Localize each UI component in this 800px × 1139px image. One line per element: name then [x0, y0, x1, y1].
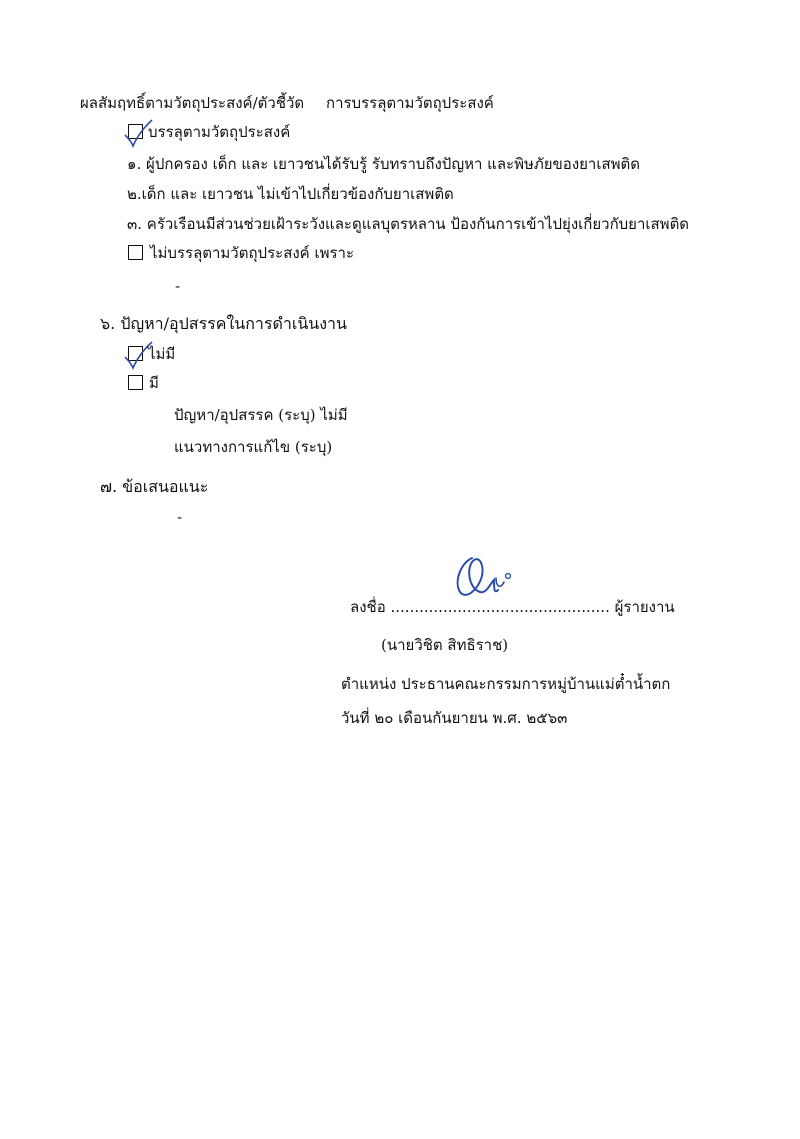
no-problems-label: ไม่มี [148, 345, 176, 363]
not-achieved-checkbox[interactable] [128, 245, 143, 260]
outcome-value: การบรรลุตามวัตถุประสงค์ [326, 94, 494, 112]
problem-detail: ปัญหา/อุปสรรค (ระบุ) ไม่มี [174, 406, 348, 424]
achieved-item-2: ๒.เด็ก และ เยาวชน ไม่เข้าไปเกี่ยวข้องกับยาเสพติด [127, 185, 454, 203]
problems-heading: ๖. ปัญหา/อุปสรรคในการดำเนินงาน [100, 314, 347, 333]
suggestions-text: - [177, 508, 183, 526]
achieved-label: บรรลุตามวัตถุประสงค์ [148, 123, 291, 141]
sign-line [350, 597, 675, 617]
sign-dots: .............................................. [390, 598, 610, 616]
sign-suffix: ผู้รายงาน [614, 598, 675, 616]
outcome-label: ผลสัมฤทธิ์ตามวัตถุประสงค์/ตัวชี้วัด [80, 94, 305, 112]
achieved-item-3: ๓. ครัวเรือนมีส่วนช่วยเฝ้าระวังและดูแลบุตรหลาน ป้องกันการเข้าไปยุ่งเกี่ยวกับยาเสพติด [127, 215, 690, 233]
no-problems-checkbox[interactable] [128, 346, 143, 361]
not-achieved-label: ไม่บรรลุตามวัตถุประสงค์ เพราะ [150, 244, 355, 262]
suggestions-heading: ๗. ข้อเสนอแนะ [100, 477, 209, 496]
achieved-checkbox[interactable] [128, 124, 143, 139]
signer-position: ตำแหน่ง ประธานคณะกรรมการหมู่บ้านแม่ต๋ำน้ำตก [341, 675, 671, 693]
sign-prefix: ลงชื่อ [350, 598, 386, 616]
achieved-item-1: ๑. ผู้ปกครอง เด็ก และ เยาวชนได้รับรู้ รับทราบถึงปัญหา และพิษภัยของยาเสพติด [127, 155, 641, 173]
has-problems-label: มี [149, 374, 159, 392]
signer-name: (นายวิชิต สิทธิราช) [381, 636, 509, 654]
solution-detail: แนวทางการแก้ไข (ระบุ) [174, 438, 333, 456]
not-achieved-reason: - [175, 277, 181, 295]
has-problems-checkbox[interactable] [128, 375, 143, 390]
signed-date: วันที่ ๒๐ เดือนกันยายน พ.ศ. ๒๕๖๓ [341, 709, 568, 727]
